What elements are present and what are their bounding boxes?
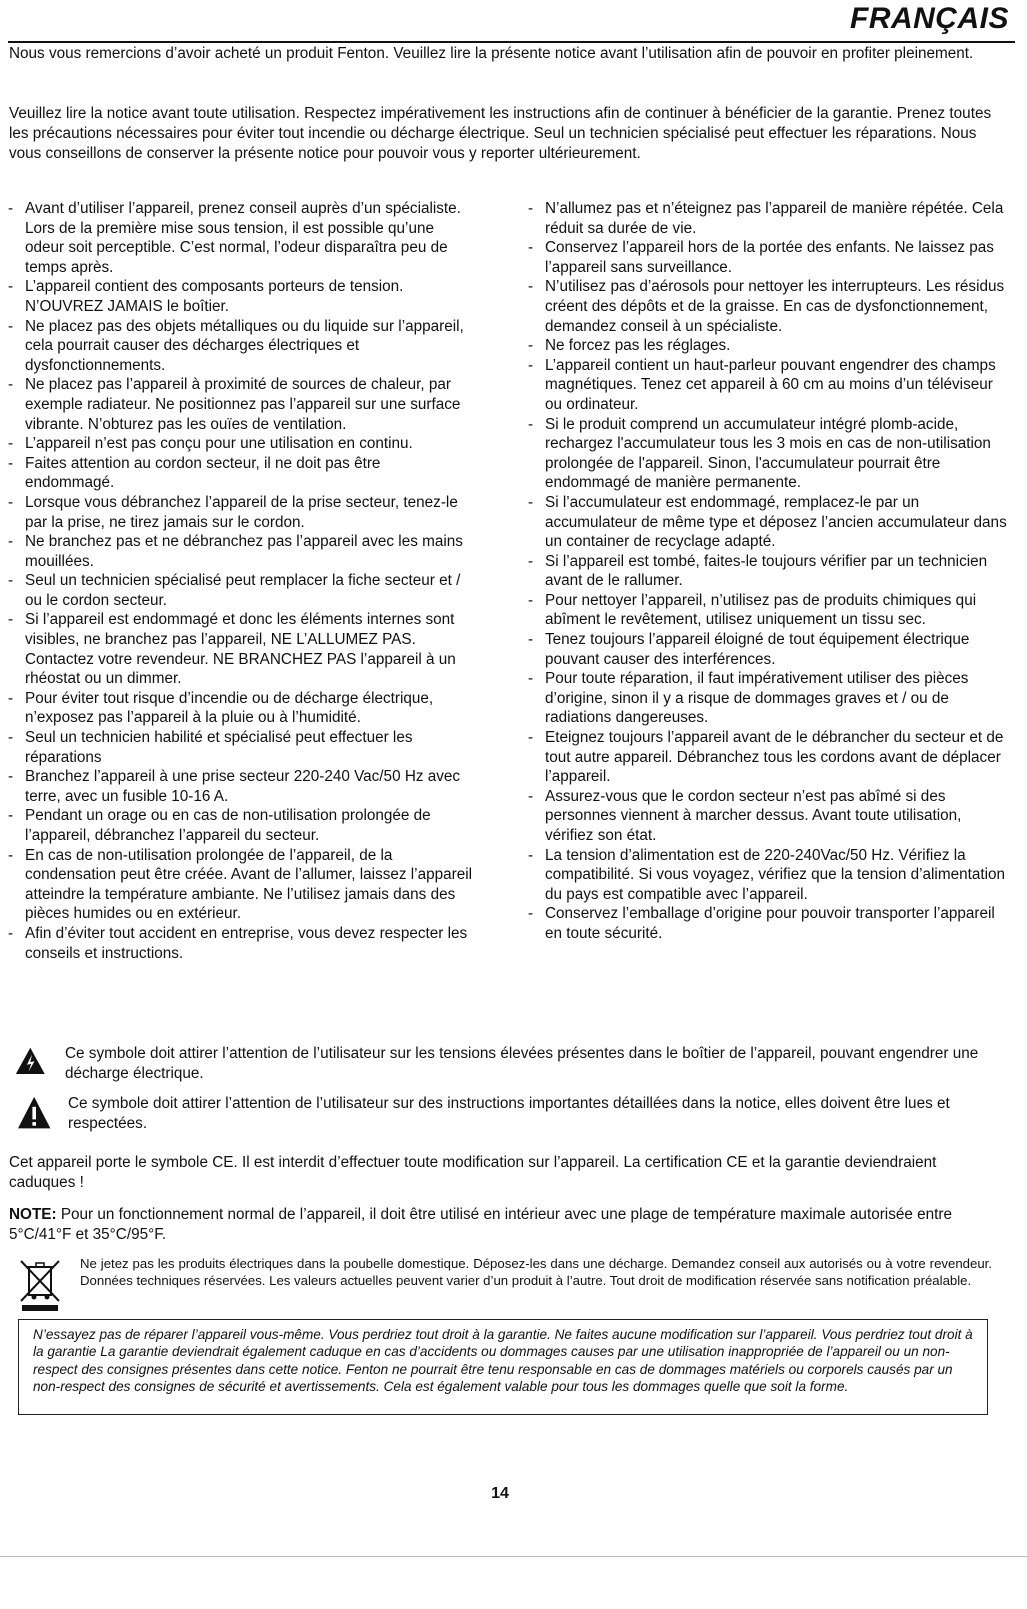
list-item: - Eteignez toujours l’appareil avant de le débrancher du secteur et de tout autre appareil. Débranchez tous les cordons avant de déplacer l’appareil. [528,728,1008,787]
crossed-bin-icon [18,1257,62,1313]
list-item: - Si l’appareil est endommagé et donc les éléments internes sont visibles, ne branchez pas l’appareil, NE L’ALLUMEZ PAS. Contactez votre revendeur. NE BRANCHEZ PAS l’appareil à un rhéostat ou un dimmer. [8,610,473,688]
intro-paragraph-1: Nous vous remercions d’avoir acheté un produit Fenton. Veuillez lire la présente notice avant l’utilisation afin de pouvoir en profiter pleinement. [9,45,974,62]
warranty-notice-box: N’essayez pas de réparer l’appareil vous-même. Vous perdriez tout droit à la garantie. Ne faites aucune modification sur l’appareil. Vous perdriez tout droit à la garantie La garantie deviendrait également caduque en cas d’accidents ou dommages causes par une utilisation inappropriée de l’appareil ou un non-respect des consignes présentes dans cette notice. Fenton ne pourrait être tenu responsable en cas de dommages matériels ou corporels causés par un non-respect des consignes de sécurité et avertissements. Cela est également valable pour tous les dommages quelle que soit la forme. [18,1319,988,1415]
note-label: NOTE: [9,1206,57,1223]
list-item: - Pendant un orage ou en cas de non-utilisation prolongée de l’appareil, débranchez l’appareil du secteur. [8,806,473,845]
list-item: - Ne branchez pas et ne débranchez pas l’appareil avec les mains mouillées. [8,532,473,571]
list-item: - N’allumez pas et n’éteignez pas l’appareil de manière répétée. Cela réduit sa durée de vie. [528,199,1008,238]
list-item: - Ne placez pas l’appareil à proximité de sources de chaleur, par exemple radiateur. Ne positionnez pas l’appareil sur une surface vibrante. N’obturez pas les ouïes de ventilation. [8,375,473,434]
list-item: - Tenez toujours l’appareil éloigné de tout équipement électrique pouvant causer des interférences. [528,630,1008,669]
ce-paragraph: Cet appareil porte le symbole CE. Il est interdit d’effectuer toute modification sur l’appareil. La certification CE et la garantie deviendraient caduques ! [9,1154,937,1191]
list-item: - Conservez l’emballage d’origine pour pouvoir transporter l’appareil en toute sécurité. [528,904,1008,943]
list-item: - Conservez l’appareil hors de la portée des enfants. Ne laissez pas l’appareil sans surveillance. [528,238,1008,277]
list-item: - En cas de non-utilisation prolongée de l’appareil, de la condensation peut être créée. Avant de l’allumer, laissez l’appareil atteindre la température ambiante. Ne l’utilisez jamais dans des pièces humides ou en extérieur. [8,846,473,924]
instructions-warning-row [14,1094,1004,1136]
exclamation-warning-icon [18,1096,54,1132]
intro-paragraph-2: Veuillez lire la notice avant toute utilisation. Respectez impérativement les instructions afin de continuer à bénéficier de la garantie. Prenez toutes les précautions nécessaires pour éviter tout incendie ou décharge électrique. Seul un technicien spécialisé peut effectuer les réparations. Nous vous conseillons de conserver la présente notice pour pouvoir vous y reporter ultérieurement. [9,105,992,162]
safety-list-right [528,199,1008,944]
list-item: - L’appareil contient des composants porteurs de tension. N’OUVREZ JAMAIS le boîtier. [8,277,473,316]
list-item: - Faites attention au cordon secteur, il ne doit pas être endommagé. [8,454,473,493]
high-voltage-warning-icon [14,1046,50,1080]
list-item: - Lorsque vous débranchez l’appareil de la prise secteur, tenez-le par la prise, ne tirez jamais sur le cordon. [8,493,473,532]
weee-text: Ne jetez pas les produits électriques dans la poubelle domestique. Déposez-les dans une décharge. Demandez conseil aux autorisés ou à votre revendeur. Données techniques réservées. Les valeurs actuelles peuvent varier d’un produit à l’autre. Tout droit de modification réservée sans notification préalable. [80,1256,992,1288]
voltage-warning-row [14,1044,1004,1086]
page-number: 14 [491,1485,509,1502]
list-item: - Ne placez pas des objets métalliques ou du liquide sur l’appareil, cela pourrait causer des décharges électriques et dysfonctionnements. [8,317,473,376]
language-heading: FRANÇAIS [850,2,1009,35]
list-item: - La tension d’alimentation est de 220-240Vac/50 Hz. Vérifiez la compatibilité. Si vous voyagez, vérifiez que la tension d’alimentation du pays est compatible avec l’appareil. [528,846,1008,905]
list-item: - Pour éviter tout risque d’incendie ou de décharge électrique, n’exposez pas l’appareil à la pluie ou à l’humidité. [8,689,473,728]
list-item: - Ne forcez pas les réglages. [528,336,1008,356]
list-item: - Pour nettoyer l’appareil, n’utilisez pas de produits chimiques qui abîment le revêtement, utilisez uniquement un tissu sec. [528,591,1008,630]
list-item: - L’appareil contient un haut-parleur pouvant engendrer des champs magnétiques. Tenez cet appareil à 60 cm au moins d’un téléviseur ou ordinateur. [528,356,1008,415]
list-item: - Assurez-vous que le cordon secteur n’est pas abîmé si des personnes viennent à marcher dessus. Avant toute utilisation, vérifiez son état. [528,787,1008,846]
list-item: - Avant d’utiliser l’appareil, prenez conseil auprès d’un spécialiste. Lors de la première mise sous tension, il est possible qu’une odeur soit perceptible. C’est normal, l’odeur disparaîtra peu de temps après. [8,199,473,277]
list-item: - Seul un technicien spécialisé peut remplacer la fiche secteur et / ou le cordon secteur. [8,571,473,610]
heading-rule [8,41,1015,43]
instructions-warning-text: Ce symbole doit attirer l’attention de l’utilisateur sur des instructions importantes détaillées dans la notice, elles doivent être lues et respectées. [68,1095,950,1132]
list-item: - Branchez l’appareil à une prise secteur 220-240 Vac/50 Hz avec terre, avec un fusible 10-16 A. [8,767,473,806]
voltage-warning-text: Ce symbole doit attirer l’attention de l’utilisateur sur les tensions élevées présentes dans le boîtier de l’appareil, pouvant engendrer une décharge électrique. [65,1045,979,1082]
note-paragraph [9,1205,999,1245]
list-item: - Si l’appareil est tombé, faites-le toujours vérifier par un technicien avant de le rallumer. [528,552,1008,591]
note-text: Pour un fonctionnement normal de l’appareil, il doit être utilisé en intérieur avec une plage de température maximale autorisée entre 5°C/41°F et 35°C/95°F. [9,1206,952,1243]
list-item: - Afin d’éviter tout accident en entreprise, vous devez respecter les conseils et instructions. [8,924,473,963]
list-item: - Pour toute réparation, il faut impérativement utiliser des pièces d’origine, sinon il y a risque de dommages graves et / ou de radiations dangereuses. [528,669,1008,728]
list-item: - Si l’accumulateur est endommagé, remplacez-le par un accumulateur de même type et déposez l’ancien accumulateur dans un container de recyclage adapté. [528,493,1008,552]
safety-list-left [8,199,473,963]
list-item: - L’appareil n’est pas conçu pour une utilisation en continu. [8,434,473,454]
list-item: - Seul un technicien habilité et spécialisé peut effectuer les réparations [8,728,473,767]
list-item: - N’utilisez pas d’aérosols pour nettoyer les interrupteurs. Les résidus créent des dépôts et de la graisse. En cas de dysfonctionnement, demandez conseil à un spécialiste. [528,277,1008,336]
list-item: - Si le produit comprend un accumulateur intégré plomb-acide, rechargez l'accumulateur tous les 3 mois en cas de non-utilisation prolongée de l'appareil. Sinon, l'accumulateur pourrait être endommagé de manière permanente. [528,415,1008,493]
bottom-rule [0,1556,1027,1557]
